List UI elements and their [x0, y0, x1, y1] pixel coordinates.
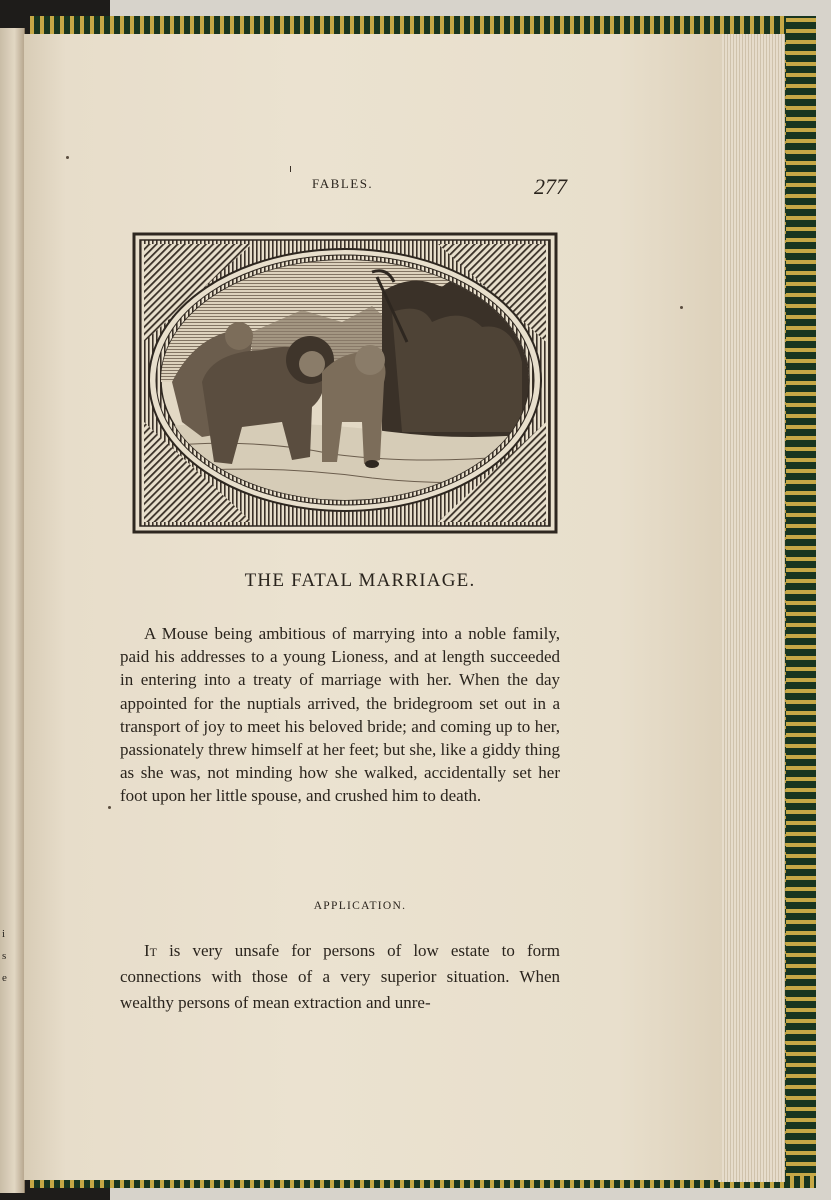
paper-speck: [108, 806, 111, 809]
cover-top-border: [30, 16, 816, 36]
application-heading: APPLICATION.: [313, 900, 407, 912]
previous-page-marks: [2, 923, 14, 989]
fable-title: THE FATAL MARRIAGE.: [244, 570, 476, 591]
page-fore-edge: [718, 34, 785, 1182]
application-first-word: It: [144, 941, 157, 960]
lions-engraving-illustration: [132, 232, 558, 534]
previous-page-mark: s: [2, 950, 7, 962]
application-body: [120, 938, 560, 1016]
application-paragraph-text: is very unsafe for persons of low estate to form connections with those of a very superior situation. When wealthy persons of mean extraction and unre-: [120, 941, 560, 1012]
previous-page-mark: i: [2, 928, 6, 940]
fable-paragraph: A Mouse being ambitious of marrying into a noble family, paid his addresses to a young Lioness, and at length succeeded in entering into a treaty of marriage with her. When the day appointed for the nuptials arrived, the bridegroom set out in a transport of joy to meet his beloved bride; and coming up to her, passionately threw himself at her feet; but she, like a giddy thing as she was, not minding how she walked, accidentally set her foot upon her little spouse, and crushed him to death.: [120, 624, 560, 806]
printer-mark: [290, 166, 291, 172]
previous-page-edge: [0, 28, 25, 1193]
application-paragraph: [120, 938, 560, 1016]
running-head: FABLES.: [312, 176, 374, 191]
cover-right-border: [786, 16, 816, 1188]
paper-speck: [680, 306, 683, 309]
page-number: 277: [534, 174, 567, 199]
paper-speck: [66, 156, 69, 159]
previous-page-mark: e: [2, 972, 7, 984]
book-page: [24, 34, 722, 1180]
fable-body: [120, 622, 560, 808]
